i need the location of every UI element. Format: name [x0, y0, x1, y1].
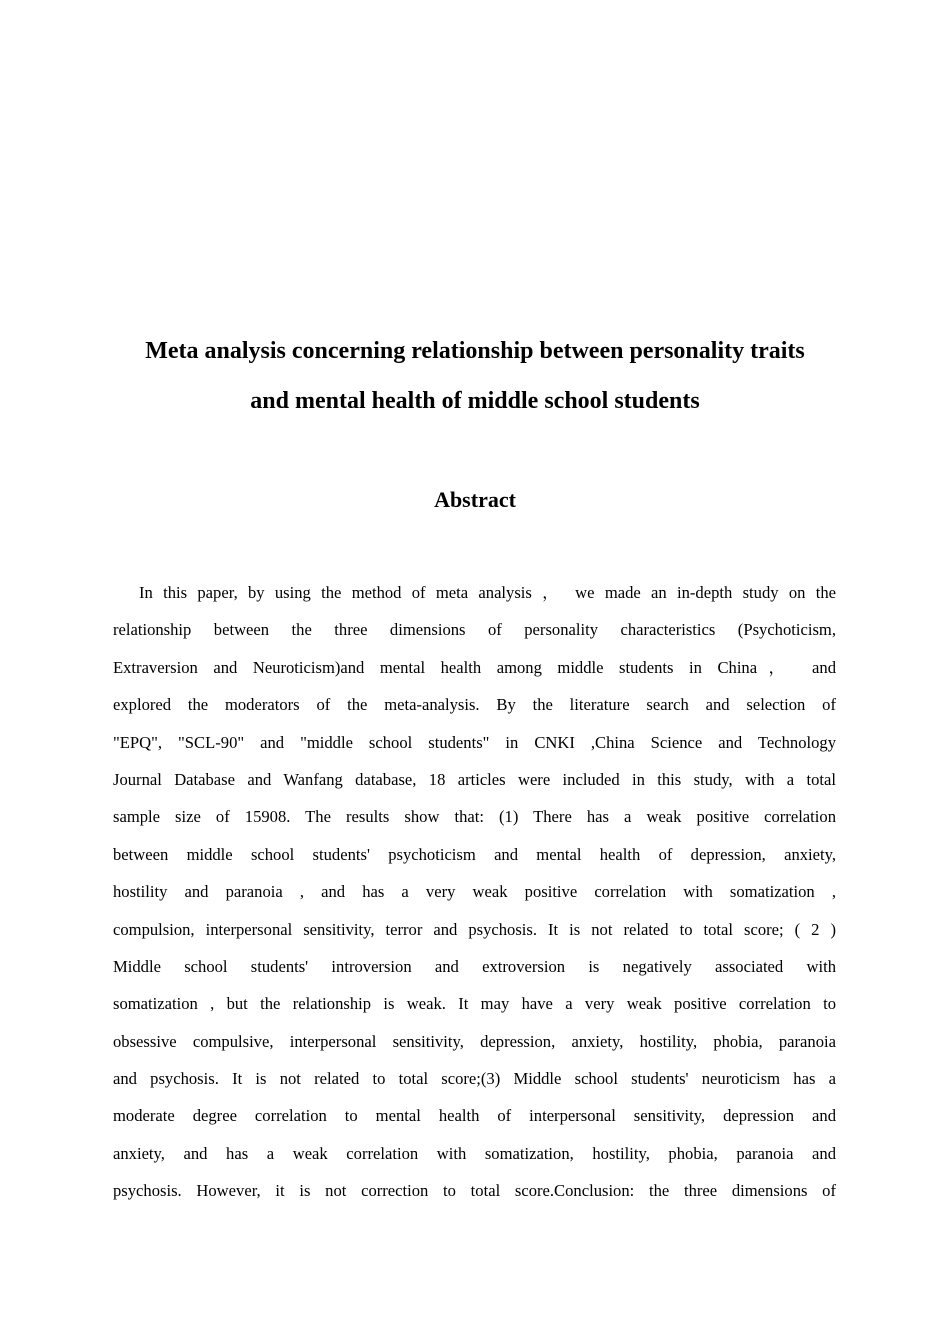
abstract-line: "EPQ", "SCL-90" and "middle school students" in CNKI ,China Science and Technology: [113, 732, 836, 752]
abstract-line: Journal Database and Wanfang database, 18 articles were included in this study, with a total: [113, 769, 836, 789]
abstract-heading: Abstract: [434, 487, 516, 512]
paper-title-line-2: and mental health of middle school students: [250, 388, 700, 414]
abstract-line: hostility and paranoia , and has a very weak positive correlation with somatization ,: [113, 882, 836, 902]
abstract-line: explored the moderators of the meta-analysis. By the literature search and selection of: [113, 695, 836, 715]
abstract-line: psychosis. However, it is not correction to total score.Conclusion: the three dimensions of: [113, 1181, 836, 1201]
abstract-line: Extraversion and Neuroticism)and mental health among middle students in China， and: [113, 657, 836, 677]
abstract-line: and psychosis. It is not related to total score;(3) Middle school students' neuroticism has a: [113, 1069, 836, 1089]
abstract-line: obsessive compulsive, interpersonal sensitivity, depression, anxiety, hostility, phobia, paranoia: [113, 1031, 836, 1051]
abstract-line: anxiety, and has a weak correlation with somatization, hostility, phobia, paranoia and: [113, 1143, 836, 1163]
abstract-line: Middle school students' introversion and extroversion is negatively associated with: [113, 956, 836, 976]
abstract-line: compulsion, interpersonal sensitivity, terror and psychosis. It is not related to total score; ( 2 ): [113, 919, 836, 939]
abstract-line: In this paper, by using the method of meta analysis ， we made an in-depth study on the: [139, 583, 836, 602]
abstract-line: between middle school students' psychoticism and mental health of depression, anxiety,: [113, 844, 836, 864]
abstract-line: moderate degree correlation to mental health of interpersonal sensitivity, depression and: [113, 1106, 836, 1126]
paper-title-line-1: Meta analysis concerning relationship between personality traits: [145, 338, 805, 364]
abstract-body: [113, 574, 836, 1210]
abstract-line: relationship between the three dimensions of personality characteristics (Psychoticism,: [113, 620, 836, 640]
abstract-line: somatization , but the relationship is weak. It may have a very weak positive correlation to: [113, 994, 836, 1014]
abstract-line: sample size of 15908. The results show that: (1) There has a weak positive correlation: [113, 807, 836, 827]
